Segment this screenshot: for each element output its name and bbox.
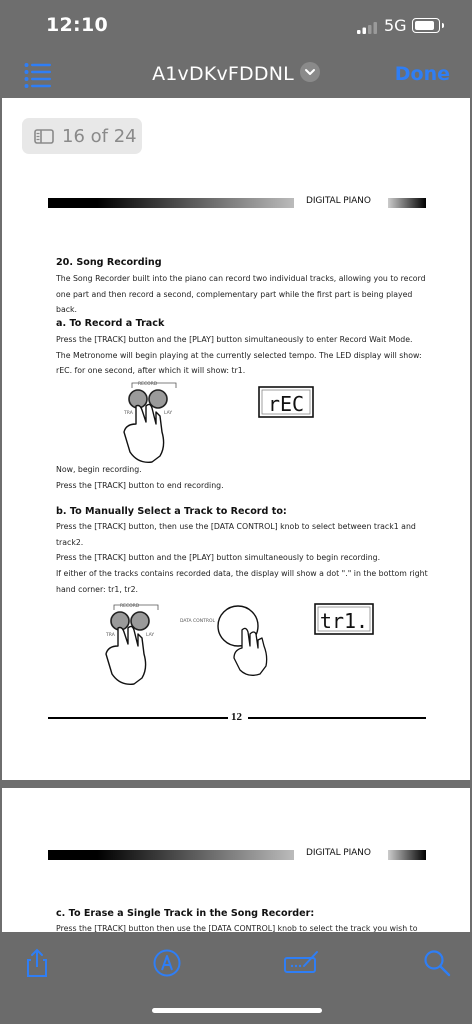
home-indicator[interactable] [152,1008,322,1013]
led-display-track [314,603,374,635]
after-figure-text: Now, begin recording. Press the [TRACK] button to end recording. [56,465,224,490]
signal-icon [357,22,379,34]
page-header-band-2 [48,850,426,860]
status-bar [0,0,472,54]
subsection-a-text: Press the [TRACK] button and the [PLAY] button simultaneously to enter Record Wait Mode. The Metronome will begin playing at the currently selected tempo. The LED display will show: rEC. for one second, after which it will show: tr1. [56,335,422,376]
led-display-rec [258,386,314,418]
subsection-b-title: b. To Manually Select a Track to Record to: [56,506,287,517]
fig1-play-label: LAY [164,411,173,416]
page-thumbnail-icon [34,129,54,144]
page-indicator-label: 16 of 24 [62,125,137,147]
subsection-c-title: c. To Erase a Single Track in the Song Recorder: [56,908,315,919]
fig1-record-label: RECORD [138,382,158,387]
signature-icon[interactable] [284,948,320,978]
subsection-a-title: a. To Record a Track [56,318,165,329]
nav-bar [0,54,472,98]
fig2-record-label: RECORD [120,604,140,609]
subsection-c-text: Press the [TRACK] button then use the [DATA CONTROL] knob to select the track you wish to [56,924,418,932]
done-button[interactable]: Done [394,63,450,85]
data-control-knob-illustration [176,598,286,678]
footer-rule-right [248,717,426,719]
share-icon[interactable] [22,948,52,978]
status-time: 12:10 [46,14,108,36]
fig2-play-label: LAY [146,633,155,638]
battery-icon [412,18,440,33]
page-header-label-2: DIGITAL PIANO [306,848,371,858]
led-display-rec-text: rEC [267,392,305,416]
section-intro: The Song Recorder built into the piano can record two individual tracks, allowing you to record one part and then record a second, complementary part while the first part is being played back. [56,274,426,315]
document-title: A1vDKvFDDNL [152,63,294,85]
record-buttons-hand-illustration [116,376,212,472]
pdf-page-next [2,788,470,932]
subsection-b-text: Press the [TRACK] button, then use the [DATA CONTROL] knob to select between track1 and track2. Press the [TRACK] button and the [PLAY] button simultaneously to begin recording. If either of the tracks contains recorded data, the display will show a dot "." in the bottom right hand corner: tr1, tr2. [56,522,428,594]
page-indicator[interactable] [22,118,142,154]
page-header-label: DIGITAL PIANO [306,196,371,206]
search-icon[interactable] [422,948,452,978]
fig1-track-label: TRA [124,411,133,416]
document-scroll-area[interactable] [0,98,472,932]
fig2-track-label: TRA [106,633,115,638]
pdf-page [2,98,470,780]
chevron-down-icon[interactable] [300,62,320,82]
network-type: 5G [384,16,407,35]
printed-page-number: 12 [231,711,242,723]
footer-rule-left [48,717,228,719]
led-display-track-text: tr1. [319,609,369,633]
markup-icon[interactable] [152,948,182,978]
section-title: 20. Song Recording [56,257,162,268]
fig2-data-control-label: DATA CONTROL [180,619,215,624]
page-header-band [48,198,426,208]
